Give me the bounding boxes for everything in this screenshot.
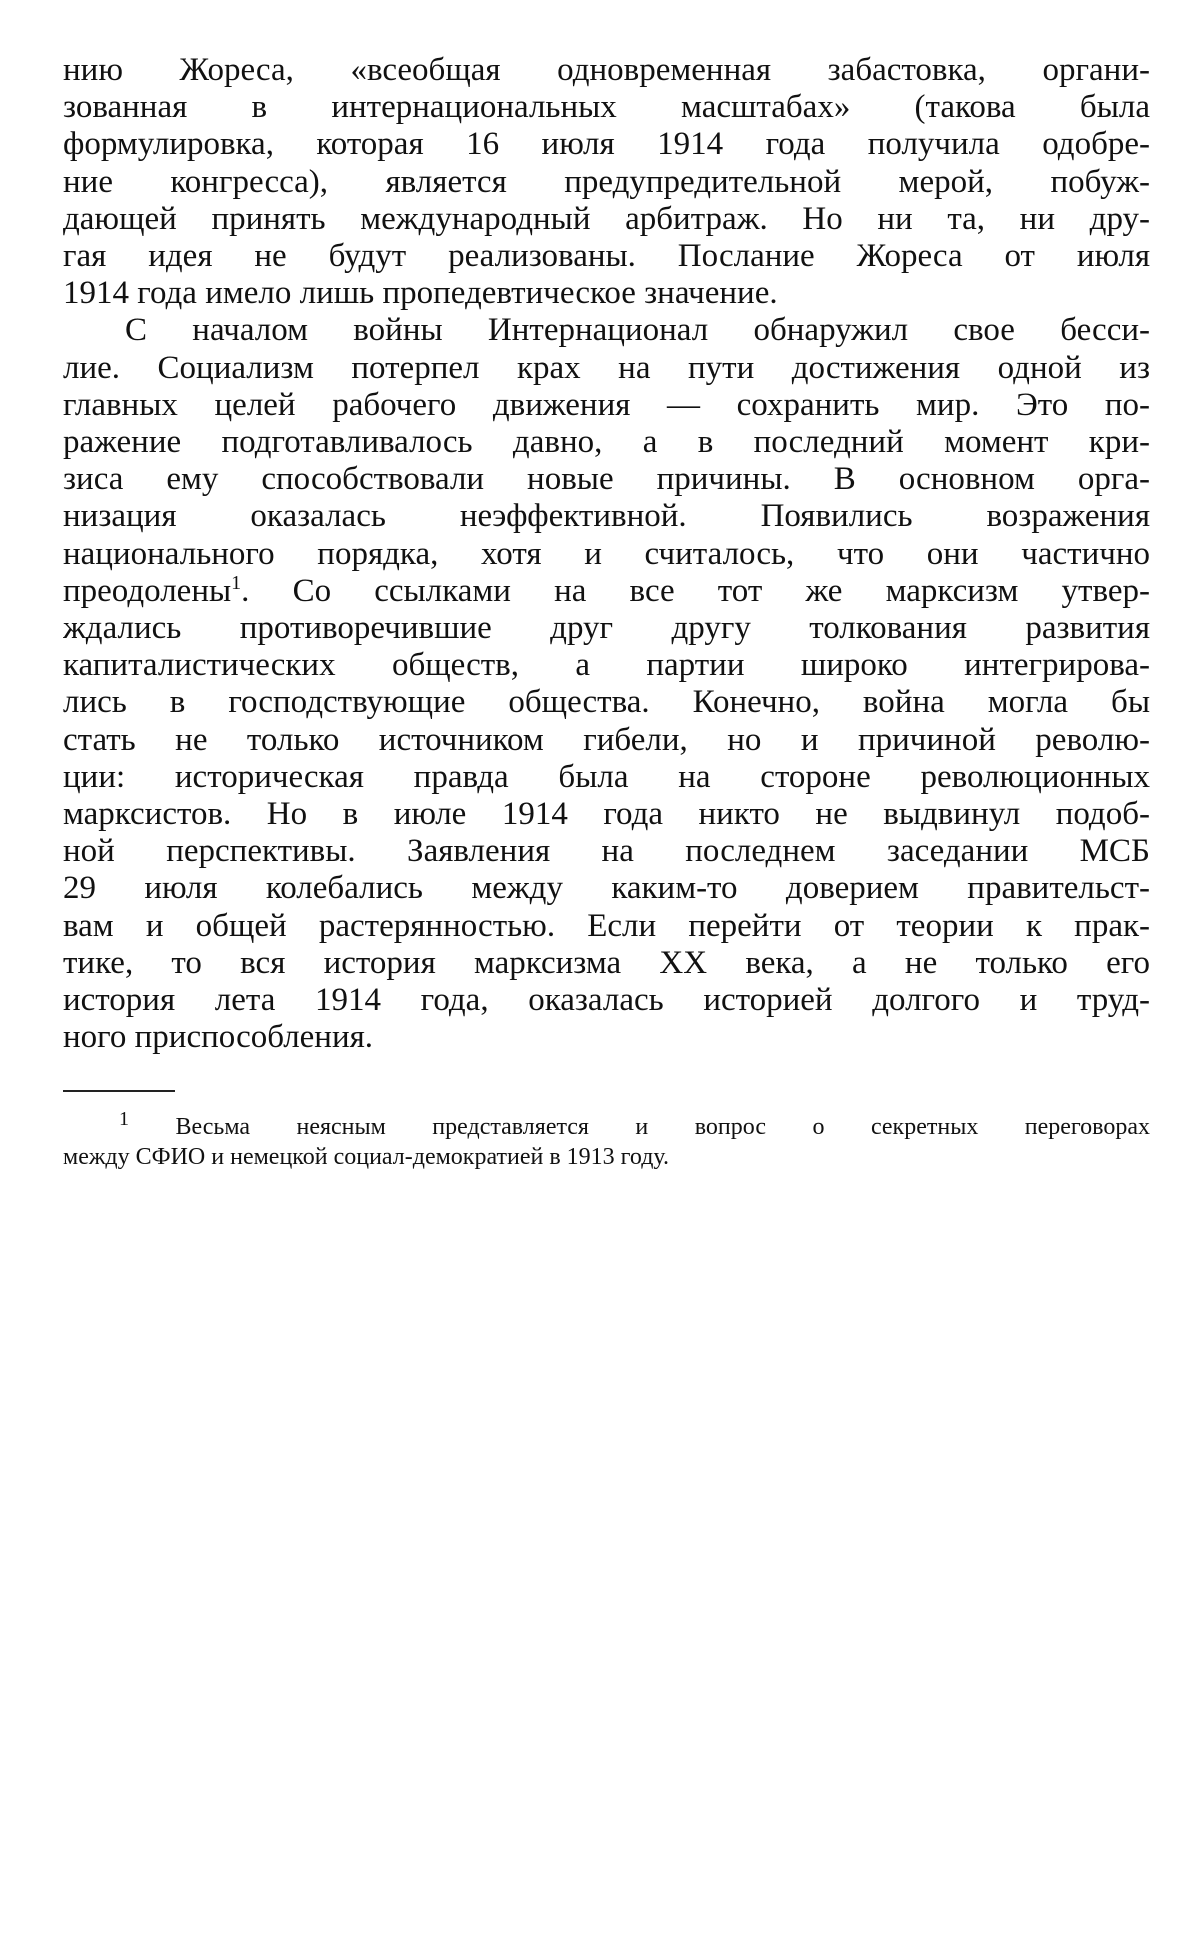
text-line: гая идея не будут реализованы. Послание Жореса от июля xyxy=(63,238,1150,275)
text-line: история лета 1914 года, оказалась историей долгого и труд- xyxy=(63,982,1150,1019)
footnote-text: Весьма неясным представляется и вопрос о секретных переговорах xyxy=(175,1114,1150,1140)
paragraph-1 xyxy=(63,52,1150,312)
text-line: зованная в интернациональных масштабах» (такова была xyxy=(63,89,1150,126)
text-line: лись в господствующие общества. Конечно, война могла бы xyxy=(63,684,1150,721)
footnote xyxy=(63,1112,1150,1172)
text-line: вам и общей растерянностью. Если перейти от теории к прак- xyxy=(63,907,1150,944)
text-line: С началом войны Интернационал обнаружил свое бесси- xyxy=(125,312,1150,349)
text-line-with-footnote xyxy=(63,573,1150,610)
text-line: главных целей рабочего движения — сохранить мир. Это по- xyxy=(63,386,1150,423)
text-line: дающей принять международный арбитраж. Но ни та, ни дру- xyxy=(63,200,1150,237)
text-line: тике, то вся история марксизма XX века, а не только его xyxy=(63,944,1150,981)
footnote-divider xyxy=(63,1090,175,1092)
footnote-line xyxy=(63,1112,1150,1142)
text-line: марксистов. Но в июле 1914 года никто не выдвинул подоб- xyxy=(63,796,1150,833)
text-line: 29 июля колебались между каким-то доверием правительст- xyxy=(63,870,1150,907)
footnote-reference[interactable]: 1 xyxy=(231,572,242,594)
text-line: ного приспособления. xyxy=(63,1019,374,1056)
text-line: нию Жореса, «всеобщая одновременная забастовка, органи- xyxy=(63,52,1150,88)
text-line: зиса ему способствовали новые причины. В основном орга- xyxy=(63,461,1150,498)
text-fragment: преодолены xyxy=(63,572,232,609)
text-line: ной перспективы. Заявления на последнем заседании МСБ xyxy=(63,833,1150,870)
text-line: национального порядка, хотя и считалось, что они частично xyxy=(63,535,1150,572)
text-line: ражение подготавливалось давно, а в последний момент кри- xyxy=(63,424,1150,461)
footnote-line: между СФИО и немецкой социал-демократией в 1913 году. xyxy=(63,1144,670,1170)
text-line: ждались противоречившие друг другу толкования развития xyxy=(63,610,1150,647)
text-line: капиталистических обществ, а партии широко интегрирова- xyxy=(63,647,1150,684)
document-page xyxy=(63,52,1150,1170)
footnote-marker: 1 xyxy=(119,1112,129,1130)
body-text xyxy=(63,52,1150,1056)
text-line: стать не только источником гибели, но и причиной револю- xyxy=(63,721,1150,758)
text-line: лие. Социализм потерпел крах на пути достижения одной из xyxy=(63,349,1150,386)
paragraph-2 xyxy=(63,312,1150,1056)
text-line: формулировка, которая 16 июля 1914 года получила одобре- xyxy=(63,126,1150,163)
text-line: ции: историческая правда была на стороне революционных xyxy=(63,758,1150,795)
text-line: 1914 года имело лишь пропедевтическое значение. xyxy=(63,275,778,312)
text-fragment: . Со ссылками на все тот же марксизм утвер- xyxy=(241,572,1150,609)
text-line: низация оказалась неэффективной. Появились возражения xyxy=(63,498,1150,535)
text-line: ние конгресса), является предупредительной мерой, побуж- xyxy=(63,163,1150,200)
